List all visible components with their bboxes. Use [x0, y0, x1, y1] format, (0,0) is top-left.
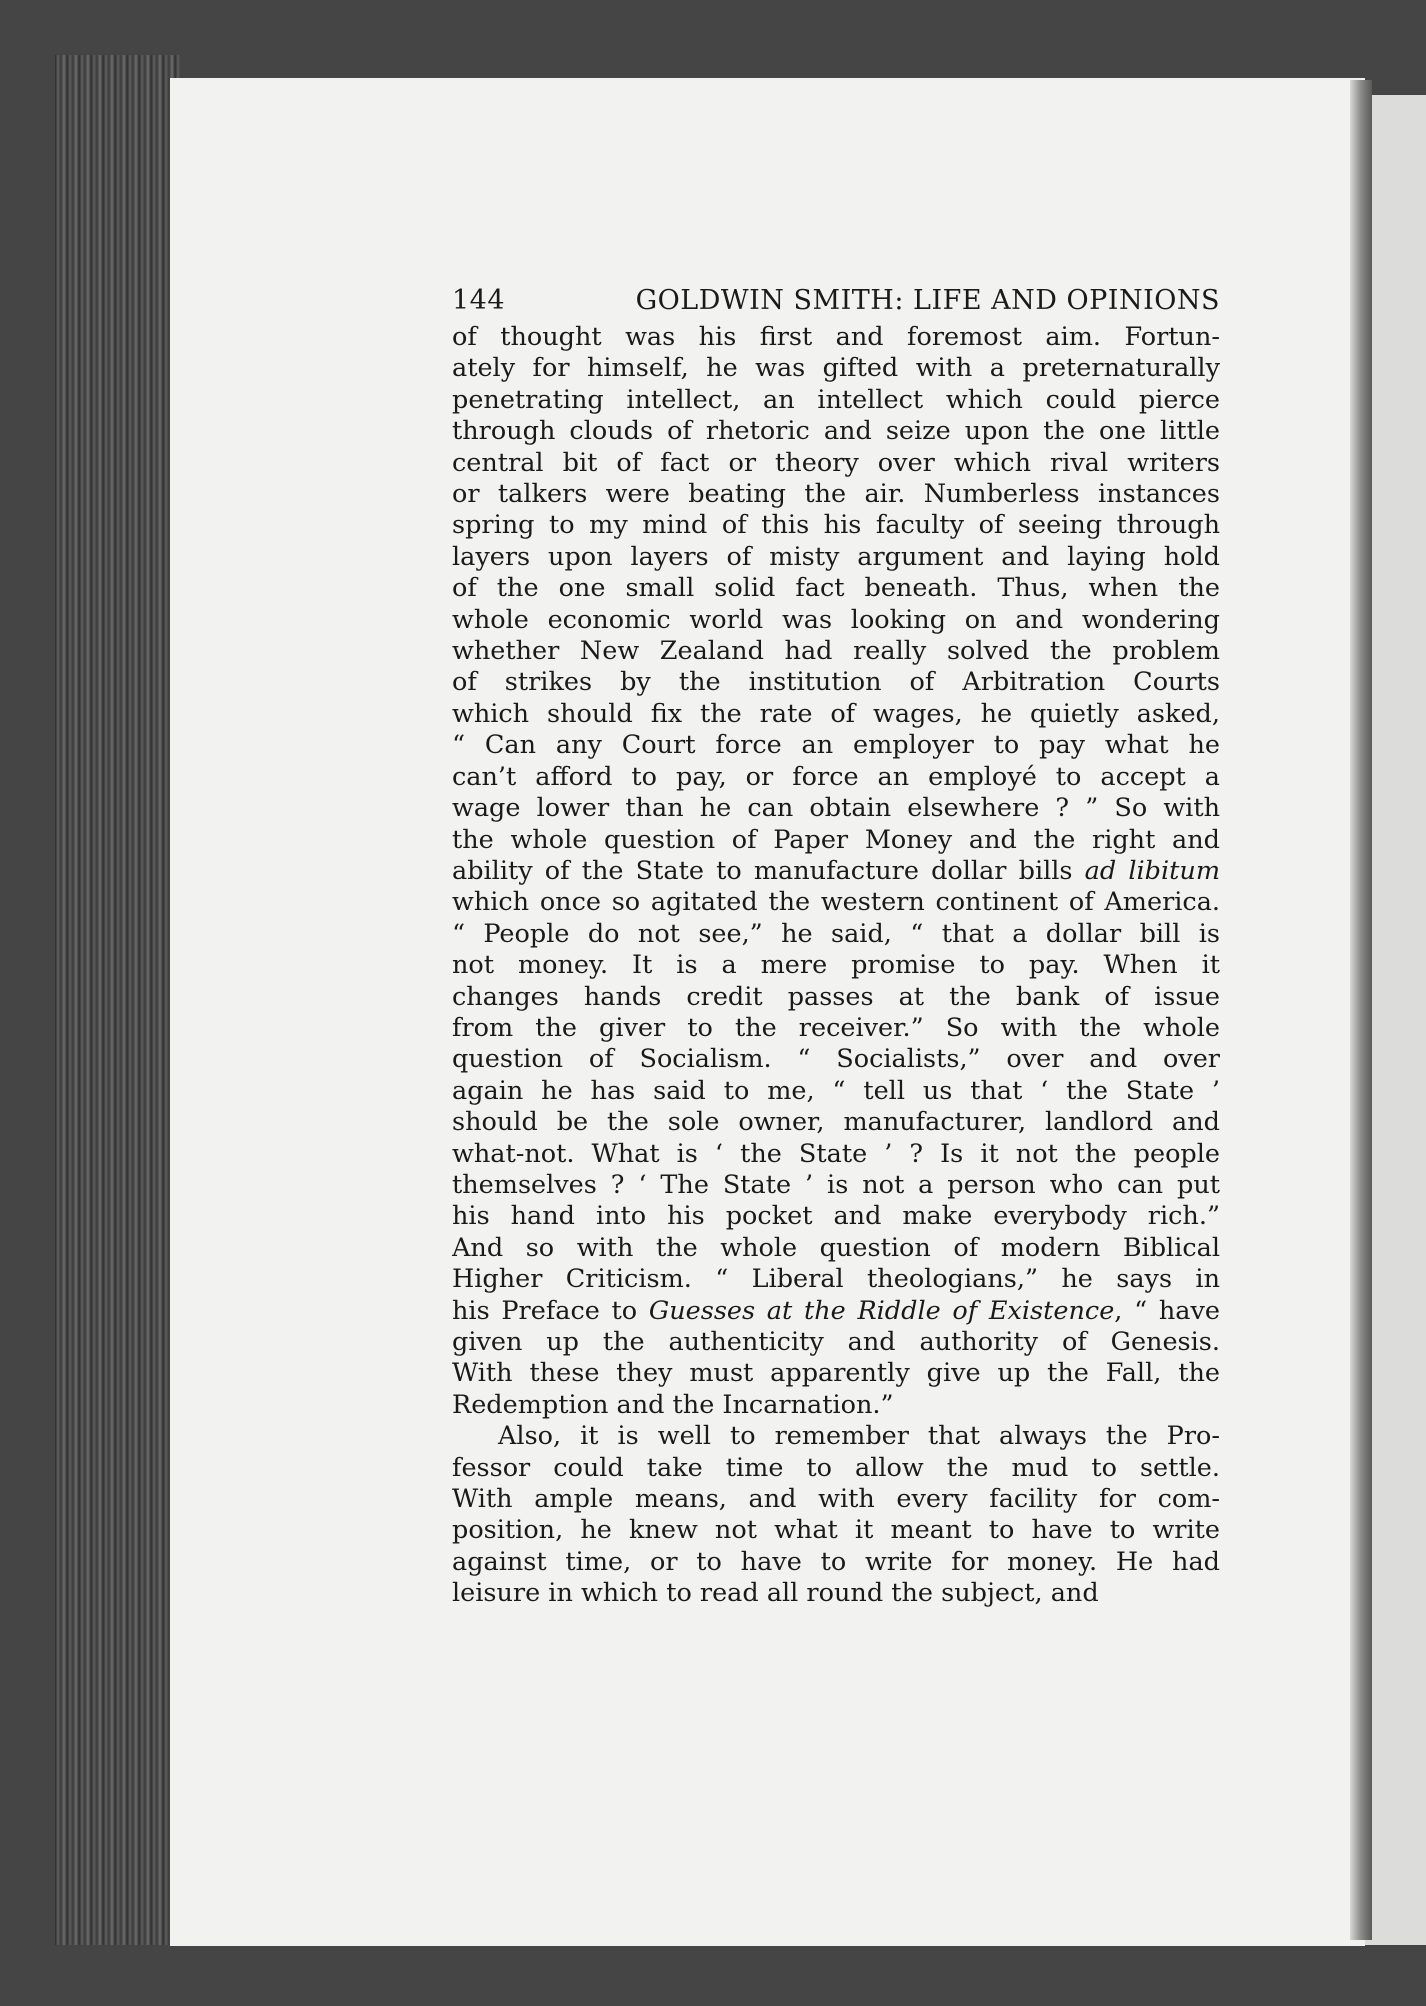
text-line: of strikes by the institution of Arbitration Courts	[452, 667, 1220, 698]
text-line: through clouds of rhetoric and seize upon the one little	[452, 416, 1220, 447]
text-line: given up the authenticity and authority of Genesis.	[452, 1327, 1220, 1357]
book-title-italic: Guesses at the Riddle of Existence	[648, 1295, 1115, 1326]
text-line: Also, it is well to remember that always the Pro-	[498, 1421, 1220, 1452]
text-line: “ Can any Court force an employer to pay what he	[452, 730, 1220, 761]
page-edges	[55, 55, 180, 1945]
text-line: his hand into his pocket and make everybody rich.”	[452, 1201, 1220, 1232]
text-line: ately for himself, he was gifted with a preternaturally	[452, 353, 1220, 384]
text-line: changes hands credit passes at the bank of issue	[452, 981, 1220, 1012]
text-line: wage lower than he can obtain elsewhere ? ” So with	[452, 793, 1220, 824]
text-line: not money. It is a mere promise to pay. When it	[452, 950, 1220, 981]
text-line: ability of the State to manufacture dollar bills ad libitum	[452, 855, 1220, 886]
text-line: spring to my mind of this his faculty of seeing through	[452, 510, 1220, 541]
text-line: against time, or to have to write for money. He had	[452, 1546, 1220, 1577]
facing-page-edge	[1365, 95, 1426, 1945]
page-gutter-shadow	[1350, 80, 1372, 1940]
page-number: 144	[452, 284, 506, 316]
text-line: position, he knew not what it meant to have to write	[452, 1515, 1220, 1546]
text-line: his Preface to Guesses at the Riddle of Existence, “ have	[452, 1295, 1220, 1326]
page-text-block	[452, 276, 1220, 1610]
text-line: or talkers were beating the air. Numberless instances	[452, 479, 1220, 510]
text-line: With these they must apparently give up the Fall, the	[452, 1358, 1220, 1389]
text-line: can’t afford to pay, or force an employé to accept a	[452, 761, 1220, 792]
text-line: which once so agitated the western continent of America.	[452, 887, 1220, 918]
text-line: of the one small solid fact beneath. Thus, when the	[452, 573, 1220, 604]
text-line: question of Socialism. “ Socialists,” over and over	[452, 1044, 1220, 1075]
text-line: should be the sole owner, manufacturer, landlord and	[452, 1107, 1220, 1138]
text-line: “ People do not see,” he said, “ that a dollar bill is	[452, 918, 1220, 949]
text-line: again he has said to me, “ tell us that ‘ the State ’	[452, 1075, 1220, 1106]
text-line: Higher Criticism. “ Liberal theologians,” he says in	[452, 1264, 1220, 1295]
text-line: which should fix the rate of wages, he quietly asked,	[452, 698, 1220, 729]
text-line: of thought was his first and foremost aim. Fortun-	[452, 322, 1220, 352]
running-head	[452, 276, 1220, 316]
text-line: themselves ? ‘ The State ’ is not a person who can put	[452, 1169, 1220, 1200]
text-line: leisure in which to read all round the subject, and	[452, 1578, 1099, 1609]
text-line: And so with the whole question of modern Biblical	[452, 1232, 1220, 1263]
paragraph-1	[452, 322, 1220, 1421]
text-line: fessor could take time to allow the mud to settle.	[452, 1452, 1220, 1483]
text-line: central bit of fact or theory over which rival writers	[452, 447, 1220, 478]
text-line: Redemption and the Incarnation.”	[452, 1389, 894, 1420]
text-line: layers upon layers of misty argument and laying hold	[452, 541, 1220, 572]
paragraph-2	[452, 1421, 1220, 1609]
text-line: whether New Zealand had really solved the problem	[452, 636, 1220, 667]
text-line: what-not. What is ‘ the State ’ ? Is it not the people	[452, 1138, 1220, 1169]
text-line: whole economic world was looking on and wondering	[452, 604, 1220, 635]
text-line: the whole question of Paper Money and the right and	[452, 824, 1220, 855]
text-line: With ample means, and with every facility for com-	[452, 1484, 1220, 1515]
text-line: from the giver to the receiver.” So with the whole	[452, 1012, 1220, 1043]
text-line: penetrating intellect, an intellect which could pierce	[452, 384, 1220, 415]
latin-phrase-italic: ad libitum	[1084, 855, 1220, 886]
running-title: GOLDWIN SMITH: LIFE AND OPINIONS	[635, 284, 1220, 316]
